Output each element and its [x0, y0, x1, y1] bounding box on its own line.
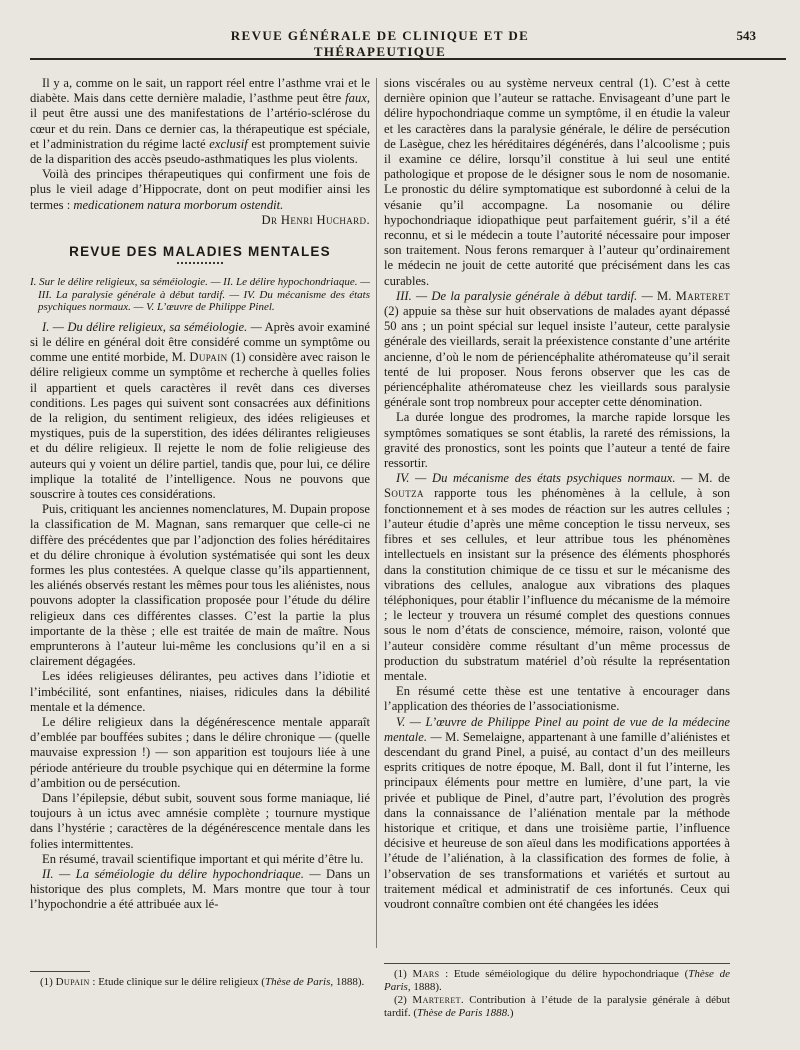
text-run: : Etude séméiologique du délire hypochondriaque ( — [439, 968, 689, 980]
footnote-mars — [384, 968, 730, 994]
paragraph-degenerescence: Le délire religieux dans la dégénérescence mentale apparaît d’emblée par bouffées subites ; dans le délire chronique — (quelle mauvaise expression !) — son apparition est toujours liée à une période antérieure du trouble psychique qui en détermine la forme d’ambition ou de persécution. — [30, 715, 370, 790]
text-run: (1) considère avec raison le délire religieux comme un symptôme et recherche à quelles folies il appartient et quels caractères il revêt dans ces diverses conditions. Les pages qui suivent sont consacrées aux définitions de la religion, du sentiment religieux, des idées religieuses et mystiques, puis de la superstition, des idées délirantes religieuses et du délire religieux. Il rejette le nom de folie religieuse des auteurs qui y voient un délire partiel, tandis que, pour lui, ce délire implique la totalité de l’intelligence. Nous ne pouvons que souscrire à toutes ces considérations. — [30, 350, 370, 501]
footnote-marteret — [384, 994, 730, 1020]
footnote-rule — [384, 963, 730, 964]
paragraph-classification: Puis, critiquant les anciennes nomenclatures, M. Dupain propose la classification de M. Magnan, sans remarquer que celle-ci ne diffère des précédentes que par l’adjonction des folies héréditaires et du délire chronique à évolution systématisée qui sont les deux formes les plus contestées. A quelque classe qu’ils appartiennent, les aliénés observés restant les mêmes pour tous les aliénistes, nous pouvons adopter la classification proposée pour l’étude du délire religieux dans ces différentes classes. C’est la partie la plus importante de la thèse ; elle est traitée de main de maître. Nous emprunterons à l’auteur lui-même les conclusions qu’il en a si clairement dégagées. — [30, 502, 370, 669]
text-run: Après avoir examiné si le délire en général doit être considéré comme un symptôme ou comme une entité morbide, M. — [30, 319, 370, 365]
latin-quote: medicationem natura morborum ostendit. — [73, 197, 284, 212]
footnote-marker: (2) — [394, 994, 413, 1006]
text-run: (2) appuie sa thèse sur huit observations de malades ayant dépassé 50 ans ; un point spécial sur lequel insiste l’auteur, cette paralysie générale des vieillards, serait la préexistence constante d’une artérite ancienne, d’où le nom de périencéphalite athéromateuse qu’il serait tenté de lui proposer. Nous ferons observer que les cas de périencéphalite athéromateuse chez les vieillards sous paralysie générale sont trop nombreux pour accepter cette dénomination. — [384, 304, 730, 410]
footnote-rule — [30, 971, 90, 972]
text-run: ) — [509, 1007, 514, 1019]
thesis-title: Thèse de Paris — [264, 976, 331, 988]
text-run: M. Semelaigne, appartenant à une famille d’aliénistes et descendant du grand Pinel, a puisé, au contact d’un des meilleurs esprits critiques de notre époque, M. Ball, dont il fut l’interne, les principaux éléments pour mettre en lumière, d’une part, la vie privée et publique de Pinel, d’autre part, l’évolution des progrès dans la connaissance de l’aliénation mentale par la méthode historique et critique, et dans une troisième partie, l’influence décisive et heureuse de son aïeul dans les modifications apportées à l’étude de l’aliénation, à la classification des formes de folie, à l’observation de ses transformations et variétés et surtout au traitement médical et administratif de ces infortunés. Ceux qui voudront connaître combien ont été changées les idées — [384, 729, 730, 911]
running-title: REVUE GÉNÉRALE DE CLINIQUE ET DE THÉRAPEUTIQUE — [230, 28, 530, 59]
footnotes-left — [30, 976, 370, 989]
footnote-marker: (1) — [394, 968, 413, 980]
footnotes-right — [384, 968, 730, 1020]
paragraph-mecanisme — [384, 471, 730, 684]
section-title: REVUE DES MALADIES MENTALES — [69, 244, 331, 260]
footnote-dupain — [30, 976, 370, 989]
text-run: , 1888). — [330, 976, 365, 988]
text-run: , il peut être aussi une des manifestations de l’artério-sclérose du cœur et du rein. Dans ce dernier cas, la thérapeutique est spéciale, et l’administration du régime lacté — [30, 91, 370, 151]
emphasis: exclusif — [209, 136, 248, 151]
footnote-marker: (1) — [40, 976, 56, 988]
page-number: 543 — [736, 28, 756, 43]
author-name: Soutza — [384, 486, 424, 501]
paragraph-hippocrate — [30, 167, 370, 213]
column-divider — [376, 78, 377, 948]
section-ornament — [177, 262, 223, 264]
text-run: Il y a, comme on le sait, un rapport réel entre l’asthme vrai et le diabète. Mais dans cette dernière maladie, l’asthme peut être — [30, 76, 370, 106]
right-column — [384, 76, 730, 912]
subsection-heading: II. — La séméiologie du délire hypochondriaque. — — [42, 867, 321, 882]
running-head — [0, 28, 800, 59]
section-summary: I. Sur le délire religieux, sa séméiologie. — II. Le délire hypochondriaque. — III. La paralysie générale à début tardif. — IV. Du mécanisme des états psychiques normaux. — V. L’œuvre de Philippe Pinel. — [30, 276, 371, 314]
left-column — [30, 76, 370, 913]
paragraph-religious-delirium — [30, 320, 370, 502]
header-rule — [30, 58, 786, 60]
paragraph-associationisme: En résumé cette thèse est une tentative à encourager dans l’application des théories de l’associationisme. — [384, 684, 730, 714]
author-name: Dupain — [189, 350, 228, 365]
text-run: Dans un historique des plus complets, M. Mars montre que tour à tour l’hypochondrie a été attribuée aux lé- — [30, 867, 370, 912]
paragraph-paralysie — [384, 289, 730, 411]
text-run: M. de — [692, 471, 730, 486]
thesis-title: Thèse de Paris — [384, 968, 731, 993]
paragraph-prodromes: La durée longue des prodromes, la marche rapide lorsque les symptômes somatiques se sont établis, la rareté des rémissions, la gravité des pronostics, sont les points que l’auteur a tenté de faire ressortir. — [384, 410, 730, 471]
author-name: Dupain — [55, 976, 90, 988]
author-name: Marteret — [675, 288, 730, 303]
author-signature: Dr Henri Huchard. — [261, 212, 370, 227]
subsection-heading: I. — Du délire religieux, sa séméiologie. — — [42, 319, 262, 334]
text-run: . Contribution à l’étude de la paralysie générale à début tardif. ( — [384, 994, 731, 1019]
paragraph-epilepsie: Dans l’épilepsie, début subit, souvent sous forme maniaque, lié toujours à un ictus avec amnésie complète ; tournure mystique dans l’hystérie ; caractères de la dégénérescence mentale dans les folies intermittentes. — [30, 791, 370, 851]
subsection-heading: V. — L’œuvre de Philippe Pinel au point de vue de la médecine mentale. — — [384, 714, 730, 744]
text-run: est promptement suivie de la disparition des accès pseudo-asthmatiques les plus violents. — [30, 136, 370, 167]
paragraph-idiotie: Les idées religieuses délirantes, peu actives dans l’idiotie et l’imbécilité, sont enfantines, niaises, ridicules dans la débilité mentale et la démence. — [30, 669, 370, 714]
emphasis: faux — [345, 91, 367, 106]
author-name: Marteret — [412, 994, 461, 1006]
text-run: rapporte tous les phénomènes à la cellule, à son fonctionnement et à ses modes de réaction sur les autres cellules ; l’auteur étudie d’après une même conception le tissu nerveux, ses fibres et ses cellules, et leur attribue tous les phénomènes intellectuels en insistant sur la présence des éléments phosphorés dans la constitution chimique de ce tissu et sur le mécanisme des vibrations des cellules, analogue aux vibrations des plaques téléphoniques, pour établir l’influence du mécanisme de la mémoire ; le lecteur y trouvera un résumé complet des questions connues sous le nom d’états de conscience, mémoire, raison, volonté que l’auteur considère comme résultant d’un même processus de production du substratum matériel d’où résulte la représentation mentale. — [384, 486, 730, 683]
thesis-title: Thèse de Paris 1888. — [416, 1007, 510, 1019]
paragraph-visceral: sions viscérales ou au système nerveux central (1). C’est à cette dernière opinion que l’auteur se rattache. Envisageant d’une part le délire hypochondriaque comme un symptôme, il en étudie la valeur et les caractères dans la paralysie générale, le délire de persécution de Lasègue, chez les héréditaires dégénérés, dans l’alcoolisme ; puis il examine ce délire, lorsqu’il constitue à lui seul une entité pathologique et propose de le désigner sous le nom de nosomanie. Le pronostic du délire symptomatique est subordonné à celui de la vésanie qu’il accompagne. La nosomanie ou délire hypochondriaque idiopathique peut parfaitement guérir, s’il a été reconnu, et si le médecin a toute l’autorité nécessaire pour imposer son traitement. Nous ferons remarquer à l’auteur qu’ordinairement le médecin ne jouit de cette autorité que précisément dans les cas curables. — [384, 76, 730, 288]
text-run: M. — [652, 288, 676, 303]
paragraph-asthma — [30, 76, 370, 167]
subsection-heading: IV. — Du mécanisme des états psychiques normaux. — — [396, 471, 693, 486]
text-run: Voilà des principes thérapeutiques qui confirment une fois de plus le vieil adage d’Hippocrate, dont on peut modifier ainsi les termes : — [30, 167, 370, 212]
paragraph-pinel — [384, 715, 730, 913]
paragraph-resume: En résumé, travail scientifique important et qui mérite d’être lu. — [42, 851, 364, 866]
text-run: , 1888). — [407, 981, 442, 993]
text-run: : Etude clinique sur le délire religieux ( — [89, 976, 265, 988]
author-name: Mars — [412, 968, 440, 980]
subsection-heading: III. — De la paralysie générale à début tardif. — — [396, 288, 653, 303]
paragraph-hypochondria — [30, 867, 370, 913]
